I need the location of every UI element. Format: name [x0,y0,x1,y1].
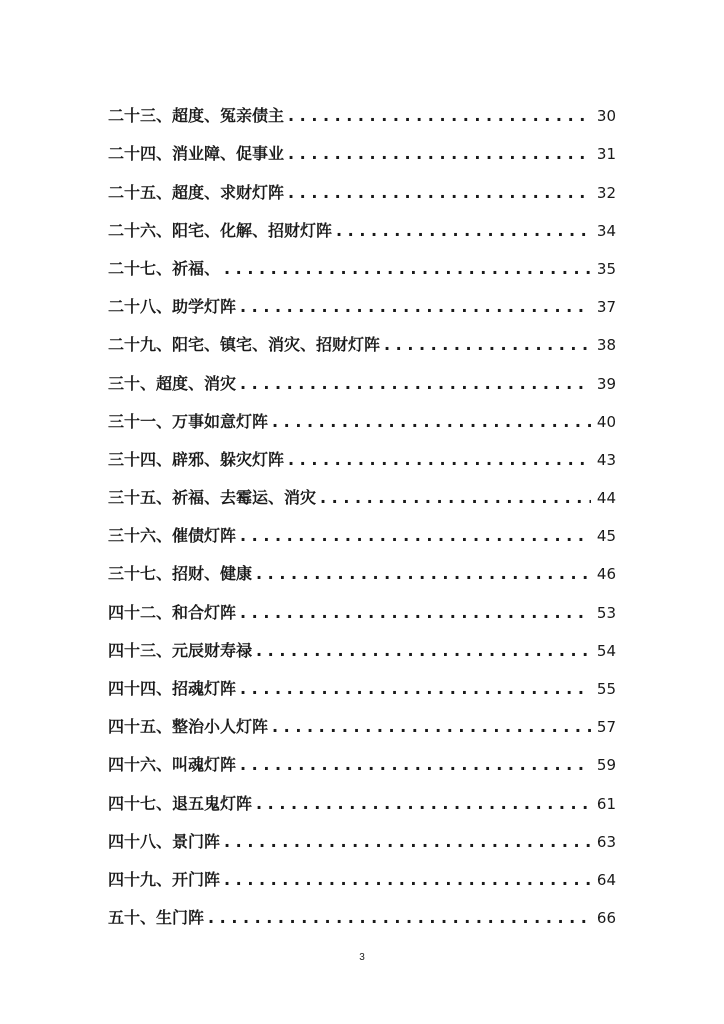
toc-entry-title: 四十九、开门阵 [108,869,221,889]
toc-entry-title: 四十三、元辰财寿禄 [108,640,253,660]
toc-entry[interactable] [108,814,616,852]
toc-entry-title: 四十七、退五鬼灯阵 [108,793,253,813]
toc-entry-page: 30 [596,107,616,126]
toc-entry[interactable] [108,88,616,126]
toc-dot-leader [224,832,591,852]
toc-dot-leader [240,374,591,394]
toc-entry[interactable] [108,890,616,928]
toc-entry[interactable] [108,203,616,241]
toc-entry-page: 40 [596,412,616,431]
toc-entry-page: 39 [596,374,616,393]
toc-entry[interactable] [108,699,616,737]
toc-entry[interactable] [108,241,616,279]
toc-dot-leader [224,259,591,279]
toc-entry[interactable] [108,126,616,164]
toc-entry-page: 45 [596,527,616,546]
toc-dot-leader [256,641,591,661]
page-number: 3 [359,952,365,963]
toc-entry[interactable] [108,470,616,508]
toc-entry-page: 55 [596,680,616,698]
toc-entry-page: 34 [596,221,616,240]
toc-entry-page: 63 [596,832,616,851]
toc-dot-leader [240,679,591,699]
toc-entry-title: 四十五、整治小人灯阵 [108,717,269,737]
toc-entry-page: 57 [596,718,616,737]
toc-dot-leader [336,221,591,241]
toc-entry-title: 五十、生门阵 [108,908,205,928]
toc-dot-leader [240,297,591,317]
toc-entry[interactable] [108,279,616,317]
toc-entry[interactable] [108,355,616,393]
toc-dot-leader [240,755,591,775]
toc-entry-title: 三十一、万事如意灯阵 [108,411,269,431]
toc-entry[interactable] [108,775,616,813]
toc-dot-leader [288,106,591,126]
toc-entry-page: 46 [596,565,616,584]
toc-dot-leader [256,564,591,584]
toc-entry-title: 四十六、叫魂灯阵 [108,755,237,775]
toc-dot-leader [272,717,591,737]
toc-entry-title: 三十七、招财、健康 [108,564,253,584]
toc-entry-title: 二十九、阳宅、镇宅、消灾、招财灯阵 [108,335,381,355]
toc-entry-title: 二十八、助学灯阵 [108,297,237,317]
toc-entry-title: 四十二、和合灯阵 [108,602,237,622]
toc-dot-leader [288,144,591,164]
toc-dot-leader [384,335,591,355]
toc-entry[interactable] [108,317,616,355]
toc-entry-page: 53 [596,603,616,622]
toc-entry[interactable] [108,584,616,622]
toc-entry-page: 66 [596,909,616,928]
toc-dot-leader [256,794,591,814]
toc-entry-title: 二十四、消业障、促事业 [108,144,285,164]
toc-entry-page: 64 [596,870,616,889]
toc-entry[interactable] [108,546,616,584]
toc-entry-page: 59 [596,756,616,775]
toc-entry-page: 37 [596,298,616,317]
toc-dot-leader [240,603,591,623]
toc-entry-page: 43 [596,450,616,469]
toc-entry[interactable] [108,432,616,470]
toc-entry[interactable] [108,623,616,661]
toc-entry[interactable] [108,164,616,202]
toc-dot-leader [288,183,591,203]
table-of-contents [108,88,616,928]
toc-entry-page: 31 [596,145,616,164]
toc-dot-leader [320,488,591,508]
toc-dot-leader [272,412,591,432]
toc-dot-leader [224,870,591,890]
toc-entry-title: 二十六、阳宅、化解、招财灯阵 [108,220,333,240]
toc-entry-page: 54 [596,641,616,660]
toc-entry-page: 32 [596,183,616,202]
toc-entry-page: 44 [596,489,616,508]
toc-entry-title: 四十四、招魂灯阵 [108,679,237,698]
toc-entry-title: 三十、超度、消灾 [108,373,237,393]
toc-entry[interactable] [108,508,616,546]
toc-dot-leader [240,526,591,546]
toc-dot-leader [288,450,591,470]
toc-dot-leader [208,908,591,928]
toc-entry-title: 二十七、祈福、 [108,258,221,278]
toc-entry-title: 四十八、景门阵 [108,831,221,851]
toc-entry[interactable] [108,852,616,890]
toc-entry-title: 二十三、超度、冤亲债主 [108,106,285,126]
toc-entry-title: 三十五、祈福、去霉运、消灾 [108,488,317,508]
toc-entry[interactable] [108,737,616,775]
toc-entry[interactable] [108,661,616,699]
toc-entry-title: 三十四、辟邪、躲灾灯阵 [108,449,285,469]
toc-entry-title: 三十六、催债灯阵 [108,526,237,546]
toc-entry[interactable] [108,394,616,432]
toc-entry-page: 61 [596,794,616,813]
toc-entry-page: 35 [596,259,616,278]
toc-entry-page: 38 [596,336,616,355]
toc-entry-title: 二十五、超度、求财灯阵 [108,182,285,202]
